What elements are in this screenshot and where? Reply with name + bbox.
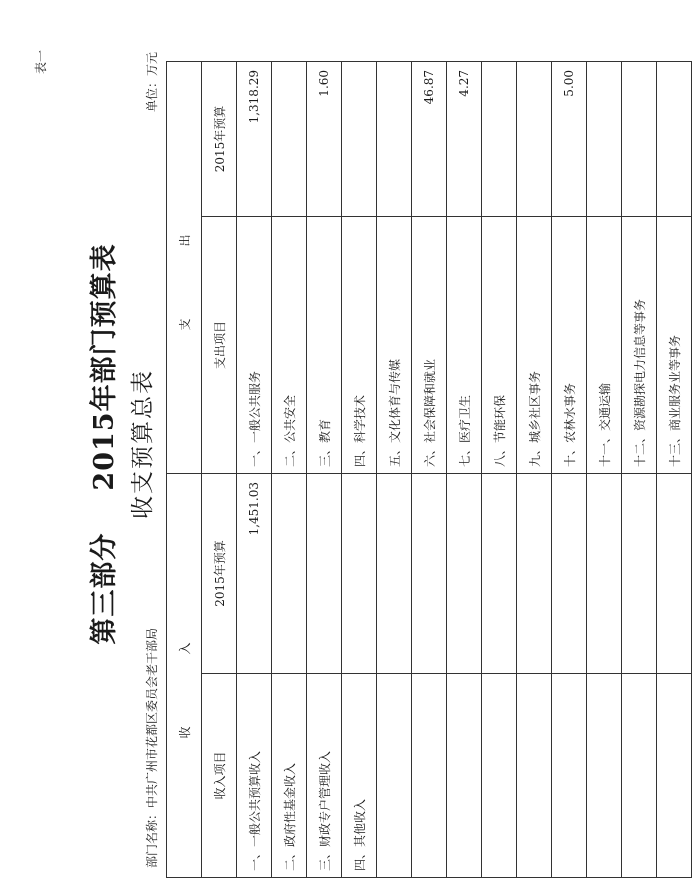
income-budget-cell [482,473,517,673]
income-group-header: 收 入 [167,473,202,877]
income-budget-cell: 1,451.03 [237,473,272,673]
table-row [272,61,307,877]
department-name: 部门名称：中共广州市花都区委员会老干部局 [145,627,159,868]
title-text: 2015年部门预算表 [89,243,120,491]
group-header-row [167,61,202,877]
table-row [517,61,552,877]
expense-item-cell: 十、农林水事务 [552,216,587,473]
part-label: 第三部分 [89,532,120,645]
income-item-cell: 一、一般公共预算收入 [237,674,272,878]
table-row [447,61,482,877]
income-item-cell [587,674,622,878]
expense-budget-cell [377,61,412,216]
budget-table [166,61,692,878]
income-item-cell [482,674,517,878]
table-row [342,61,377,877]
page-title [82,0,121,888]
expense-budget-cell: 4.27 [447,61,482,216]
income-budget-cell [657,473,692,673]
income-item-cell: 二、政府性基金收入 [272,674,307,878]
expense-budget-cell [342,61,377,216]
income-budget-cell [342,473,377,673]
column-header-row [202,61,237,877]
table-row [412,61,447,877]
page-subtitle: 收支预算总表 [130,369,156,519]
expense-group-header: 支 出 [167,61,202,473]
expense-budget-cell [272,61,307,216]
income-item-cell [622,674,657,878]
expense-budget-cell: 1.60 [307,61,342,216]
table-row [587,61,622,877]
expense-budget-cell [517,61,552,216]
expense-budget-cell [587,61,622,216]
expense-budget-cell: 1,318.29 [237,61,272,216]
expense-budget-cell [482,61,517,216]
income-budget-cell [272,473,307,673]
expense-item-cell: 五、文化体育与传媒 [377,216,412,473]
expense-item-cell: 十二、资源勘探电力信息等事务 [622,216,657,473]
income-item-cell [552,674,587,878]
income-budget-header: 2015年预算 [202,473,237,673]
income-budget-cell [307,473,342,673]
table-number: 表一 [34,50,48,75]
income-item-cell [657,674,692,878]
income-budget-cell [517,473,552,673]
expense-budget-cell [657,61,692,216]
expense-item-cell: 八、节能环保 [482,216,517,473]
income-item-cell: 三、财政专户管理收入 [307,674,342,878]
table-row [237,61,272,877]
expense-item-cell: 九、城乡社区事务 [517,216,552,473]
table-row [552,61,587,877]
table-row [657,61,692,877]
income-item-cell [377,674,412,878]
income-item-cell [412,674,447,878]
income-budget-cell [412,473,447,673]
table-row [622,61,657,877]
income-item-cell [447,674,482,878]
income-budget-cell [587,473,622,673]
expense-item-header: 支出项目 [202,216,237,473]
unit-label: 单位：万元 [145,52,159,113]
expense-item-cell: 二、公共安全 [272,216,307,473]
expense-item-cell: 三、教育 [307,216,342,473]
expense-budget-cell [622,61,657,216]
expense-budget-header: 2015年预算 [202,61,237,216]
expense-item-cell: 七、医疗卫生 [447,216,482,473]
expense-item-cell: 十三、商业服务业等事务 [657,216,692,473]
income-item-header: 收入项目 [202,674,237,878]
income-item-cell: 四、其他收入 [342,674,377,878]
expense-budget-cell: 46.87 [412,61,447,216]
expense-item-cell: 一、一般公共服务 [237,216,272,473]
expense-item-cell: 十一、交通运输 [587,216,622,473]
table-body [237,61,692,877]
table-row [377,61,412,877]
table-row [307,61,342,877]
table-row [482,61,517,877]
expense-item-cell: 六、社会保障和就业 [412,216,447,473]
expense-item-cell: 四、科学技术 [342,216,377,473]
income-budget-cell [552,473,587,673]
income-item-cell [517,674,552,878]
expense-budget-cell: 5.00 [552,61,587,216]
income-budget-cell [622,473,657,673]
income-budget-cell [447,473,482,673]
income-budget-cell [377,473,412,673]
